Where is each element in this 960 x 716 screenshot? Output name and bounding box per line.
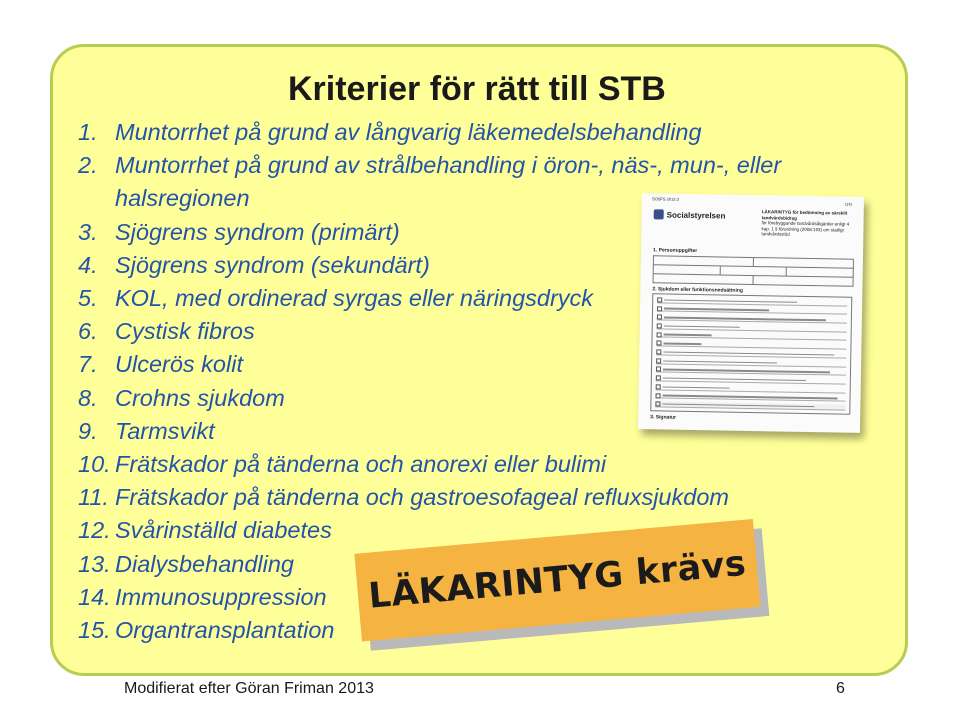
form-heading: LÄKARINTYG för bedömning av särskilt tandvårdsbidrag för förebyggande tandvårdsåtgärder enligt 4 kap. 1 § förordning (2008:193) om statligt tandvårdsstöd bbox=[761, 209, 850, 237]
form-code: SOSFS 2012:3 bbox=[651, 196, 679, 202]
footer-credit: Modifierat efter Göran Friman 2013 bbox=[124, 680, 374, 697]
list-item: 9. Tarmsvikt bbox=[78, 417, 215, 444]
list-item: 2. Muntorrhet på grund av strålbehandling i öron-, näs-, mun-, eller bbox=[78, 152, 782, 179]
stamp-label: LÄKARINTYG krävs bbox=[354, 519, 760, 642]
form-section-title: 1. Personuppgifter bbox=[653, 247, 698, 255]
logo-icon bbox=[654, 209, 664, 219]
list-item-continuation: halsregionen bbox=[115, 185, 250, 212]
list-item: 3. Sjögrens syndrom (primärt) bbox=[78, 218, 400, 245]
form-conditions-box bbox=[650, 293, 852, 414]
medical-certificate-image bbox=[638, 193, 864, 433]
list-item: 4. Sjögrens syndrom (sekundärt) bbox=[78, 251, 430, 278]
list-item: 11. Frätskador på tänderna och gastroesofageal refluxsjukdom bbox=[78, 484, 729, 511]
list-item: 13. Dialysbehandling bbox=[78, 550, 294, 577]
form-section-title: 3. Signatur bbox=[650, 414, 677, 421]
list-item: 5. KOL, med ordinerad syrgas eller näringsdryck bbox=[78, 285, 594, 312]
page-number: 6 bbox=[836, 680, 845, 697]
list-item: 7. Ulcerös kolit bbox=[78, 351, 243, 378]
form-page: 1(4) bbox=[844, 201, 852, 207]
form-personal-grid bbox=[653, 255, 854, 287]
form-section-title: 2. Sjukdom eller funktionsnedsättning bbox=[652, 286, 744, 294]
slide-title: Kriterier för rätt till STB bbox=[288, 70, 666, 108]
list-item: 14. Immunosuppression bbox=[78, 583, 327, 610]
list-item: 1. Muntorrhet på grund av långvarig läkemedelsbehandling bbox=[78, 119, 702, 145]
socialstyrelsen-logo: Socialstyrelsen bbox=[654, 209, 726, 220]
list-item: 12. Svårinställd diabetes bbox=[78, 517, 332, 544]
list-item: 8. Crohns sjukdom bbox=[78, 384, 285, 411]
list-item: 10. Frätskador på tänderna och anorexi eller bulimi bbox=[78, 451, 607, 478]
list-item: 6. Cystisk fibros bbox=[78, 318, 255, 345]
list-item: 15. Organtransplantation bbox=[78, 617, 335, 644]
